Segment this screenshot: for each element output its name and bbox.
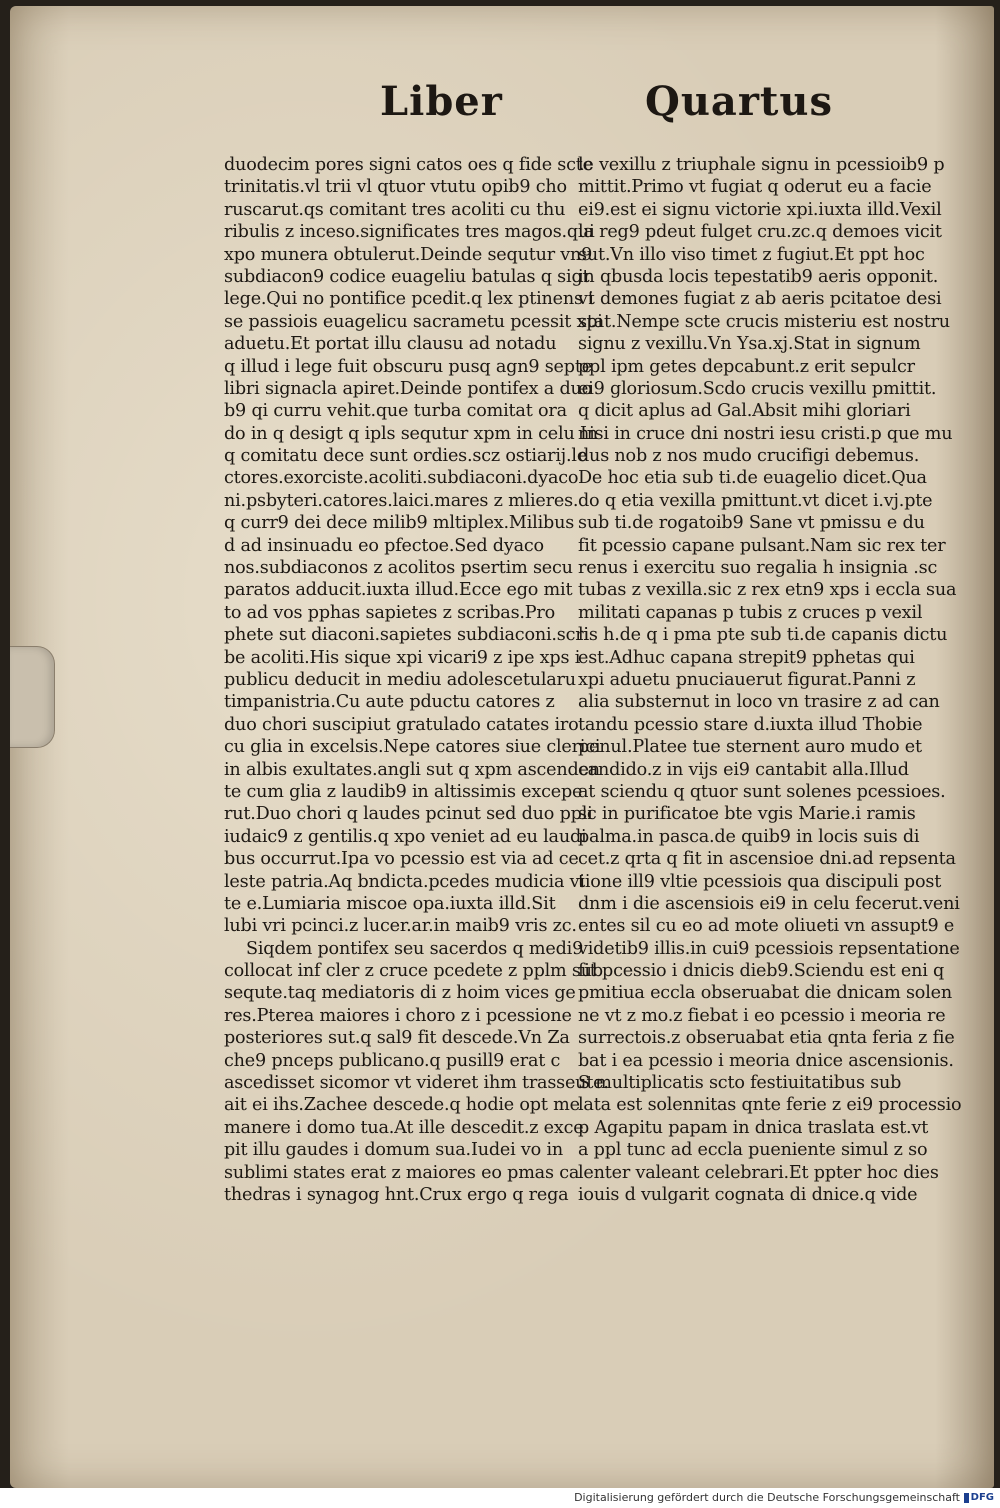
text-line: q dicit aplus ad Gal.Absit mihi gloriari [578, 401, 911, 422]
text-line: duodecim pores signi catos oes q fide scte [224, 155, 593, 175]
text-line: bat i ea pcessio i meoria dnice ascensionis. [578, 1050, 954, 1071]
page-clip-tab [10, 646, 55, 748]
text-line: ppl ipm getes depcabunt.z erit sepulcr [578, 356, 915, 377]
text-line: thedras i synagog hnt.Crux ergo q rega [224, 1184, 569, 1205]
text-line: tione ill9 vltie pcessiois qua discipuli post [578, 871, 942, 892]
text-line: phete sut diaconi.sapietes subdiaconi.scri [224, 625, 589, 646]
text-line: sub ti.de rogatoib9 Sane vt pmissu e du [578, 513, 925, 534]
text-line: tubas z vexilla.sic z rex etn9 xps i eccla sua [578, 580, 957, 601]
text-line: in qbusda locis tepestatib9 aeris opponit. [578, 266, 939, 287]
text-line: le vexillu z triuphale signu in pcessioib9 p [578, 155, 945, 175]
text-line: est.Adhuc capana strepit9 pphetas qui [578, 647, 915, 668]
text-line: renus i exercitu suo regalia h insignia .sc [578, 558, 938, 579]
text-line: te e.Lumiaria miscoe opa.iuxta illd.Sit [224, 893, 556, 914]
text-line: lenter valeant celebrari.Et ppter hoc dies [578, 1162, 939, 1183]
text-line: videtib9 illis.in cui9 pcessiois repsentatione [578, 938, 960, 959]
text-line: subdiacon9 codice euageliu batulas q sigt [224, 266, 590, 287]
text-line: militati capanas p tubis z cruces p vexil [578, 602, 923, 623]
dfg-logo-text: DFG [970, 1492, 994, 1503]
text-line: surrectois.z obseruabat etia qnta feria z fie [578, 1028, 955, 1049]
digitization-footer [0, 1488, 1000, 1508]
text-line: candido.z in vijs ei9 cantabit alla.Illud [578, 759, 909, 780]
text-line: a ppl tunc ad eccla pueniente simul z so [578, 1140, 928, 1161]
text-line: te cum glia z laudib9 in altissimis excepe [224, 781, 583, 802]
text-line: S multiplicatis scto festiuitatibus sub [578, 1073, 902, 1094]
dfg-logo-icon [964, 1491, 994, 1504]
text-line: manere i domo tua.At ille descedit.z exce [224, 1117, 584, 1138]
text-line: posteriores sut.q sal9 fit descede.Vn Za [224, 1028, 570, 1049]
text-line: rut.Duo chori q laudes pcinut sed duo ppli [224, 804, 593, 825]
text-line: De hoc etia sub ti.de euagelio dicet.Qua [578, 468, 927, 489]
text-line: in albis exultates.angli sut q xpm ascenden [224, 759, 600, 780]
text-line: q illud i lege fuit obscuru pusq agn9 septe [224, 356, 592, 377]
text-line: iouis d vulgarit cognata di dnice.q vide [578, 1184, 918, 1205]
text-line: trinitatis.vl trii vl qtuor vtutu opib9 cho [224, 177, 567, 198]
text-line: alia substernut in loco vn trasire z ad can [578, 692, 940, 713]
text-line: ruscarut.qs comitant tres acoliti cu thu [224, 199, 566, 220]
dfg-mark-icon [964, 1493, 969, 1503]
text-column-left [224, 154, 609, 1206]
text-line: lege.Qui no pontifice pcedit.q lex ptinens i [224, 289, 594, 310]
text-line: vt demones fugiat z ab aeris pcitatoe desi [578, 289, 942, 310]
text-line: lata est solennitas qnte ferie z ei9 processio [578, 1095, 962, 1116]
text-line: ne vt z mo.z fiebat i eo pcessio i meoria re [578, 1005, 946, 1026]
text-line: ait ei ihs.Zachee descede.q hodie opt me [224, 1095, 580, 1116]
text-line: bus occurrut.Ipa vo pcessio est via ad ce [224, 849, 579, 870]
text-line: pit illu gaudes i domum sua.Iudei vo in [224, 1140, 563, 1161]
text-line: at sciendu q qtuor sunt solenes pcessioes. [578, 781, 946, 802]
text-line: aduetu.Et portat illu clausu ad notadu [224, 334, 557, 355]
text-line: fit pcessio i dnicis dieb9.Sciendu est eni q [578, 961, 945, 982]
text-line: pmitiua eccla obseruabat die dnicam solen [578, 983, 952, 1004]
running-head-right: Quartus [645, 78, 833, 125]
text-line: signu z vexillu.Vn Ysa.xj.Stat in signum [578, 334, 921, 355]
text-line: stat.Nempe scte crucis misteriu est nostru [578, 311, 950, 332]
text-line: leste patria.Aq bndicta.pcedes mudicia vi [224, 871, 585, 892]
text-line: libri signacla apiret.Deinde pontifex a duo [224, 378, 593, 399]
text-line: entes sil cu eo ad mote oliueti vn assupt9 e [578, 916, 955, 937]
show-through-text [856, 84, 986, 134]
text-line: mittit.Primo vt fugiat q oderut eu a facie [578, 177, 932, 198]
footer-credit: Digitalisierung gefördert durch die Deutsche Forschungsgemeinschaft [574, 1491, 960, 1504]
text-line: ei9.est ei signu victorie xpi.iuxta illd.Vexil [578, 199, 942, 220]
book-page [10, 6, 994, 1488]
text-line: ni.psbyteri.catores.laici.mares z mlieres. [224, 490, 579, 511]
text-line: la reg9 pdeut fulget cru.zc.q demoes vicit [578, 222, 942, 243]
text-line: res.Pterea maiores i choro z i pcessione [224, 1005, 572, 1026]
text-line: q curr9 dei dece milib9 mltiplex.Milibus [224, 513, 575, 534]
text-line: penul.Platee tue sternent auro mudo et [578, 737, 922, 758]
text-line: ei9 gloriosum.Scdo crucis vexillu pmittit. [578, 378, 937, 399]
text-line: sublimi states erat z maiores eo pmas ca [224, 1162, 580, 1183]
running-head-left: Liber [380, 78, 503, 125]
text-line: ctores.exorciste.acoliti.subdiaconi.dyaco [224, 468, 579, 489]
text-line: b9 qi curru vehit.que turba comitat ora [224, 401, 567, 422]
text-line: publicu deducit in mediu adolescetularu [224, 669, 576, 690]
text-line: cet.z qrta q fit in ascensioe dni.ad repsenta [578, 849, 956, 870]
text-line: sut.Vn illo viso timet z fugiut.Et ppt hoc [578, 244, 925, 265]
text-line: fit pcessio capane pulsant.Nam sic rex ter [578, 535, 946, 556]
text-column-right [578, 154, 962, 1206]
text-line: duo chori suscipiut gratulado catates iro [224, 714, 579, 735]
text-line: dus nob z nos mudo crucifigi debemus. [578, 446, 920, 467]
text-line: to ad vos pphas sapietes z scribas.Pro [224, 602, 556, 623]
text-line: q comitatu dece sunt ordies.scz ostiarij.le [224, 446, 588, 467]
text-line: nos.subdiaconos z acolitos psertim secu [224, 558, 573, 579]
text-line: do q etia vexilla pmittunt.vt dicet i.vj.pte [578, 490, 933, 511]
text-line: ribulis z inceso.significates tres magos.qui [224, 222, 595, 243]
text-line: Siqdem pontifex seu sacerdos q medi9 [246, 938, 584, 959]
text-line: paratos adducit.iuxta illud.Ecce ego mit [224, 580, 573, 601]
text-line: nisi in cruce dni nostri iesu cristi.p que mu [578, 423, 953, 444]
text-line: dnm i die ascensiois ei9 in celu fecerut.veni [578, 893, 960, 914]
text-line: d ad insinuadu eo pfectoe.Sed dyaco [224, 535, 544, 556]
text-line: sc in purificatoe bte vgis Marie.i ramis [578, 804, 916, 825]
text-line: xpo munera obtulerut.Deinde sequtur vn9 [224, 244, 593, 265]
text-line: cu glia in excelsis.Nepe catores siue clerici [224, 737, 601, 758]
text-line: do in q desigt q ipls sequtur xpm in celu In [224, 423, 598, 444]
text-line: iudaic9 z gentilis.q xpo veniet ad eu laudi [224, 826, 587, 847]
text-line: xpi aduetu pnuciauerut figurat.Panni z [578, 669, 916, 690]
text-line: ascedisset sicomor vt videret ihm trasseute. [224, 1073, 609, 1094]
text-line: collocat inf cler z cruce pcedete z pplm sub [224, 961, 603, 982]
text-line: lubi vri pcinci.z lucer.ar.in maib9 vris zc. [224, 916, 577, 937]
text-line: timpanistria.Cu aute pductu catores z [224, 692, 555, 713]
text-line: sequte.taq mediatoris di z hoim vices ge [224, 983, 576, 1004]
text-line: be acoliti.His sique xpi vicari9 z ipe xps i [224, 647, 581, 668]
text-line: tandu pcessio stare d.iuxta illud Thobie [578, 714, 923, 735]
text-line: che9 pnceps publicano.q pusill9 erat c [224, 1050, 561, 1071]
text-line: palma.in pasca.de quib9 in locis suis di [578, 826, 920, 847]
text-line: lis h.de q i pma pte sub ti.de capanis dictu [578, 625, 948, 646]
text-line: p Agapitu papam in dnica traslata est.vt [578, 1117, 929, 1138]
text-line: se passiois euagelicu sacrametu pcessit xpi [224, 311, 603, 332]
